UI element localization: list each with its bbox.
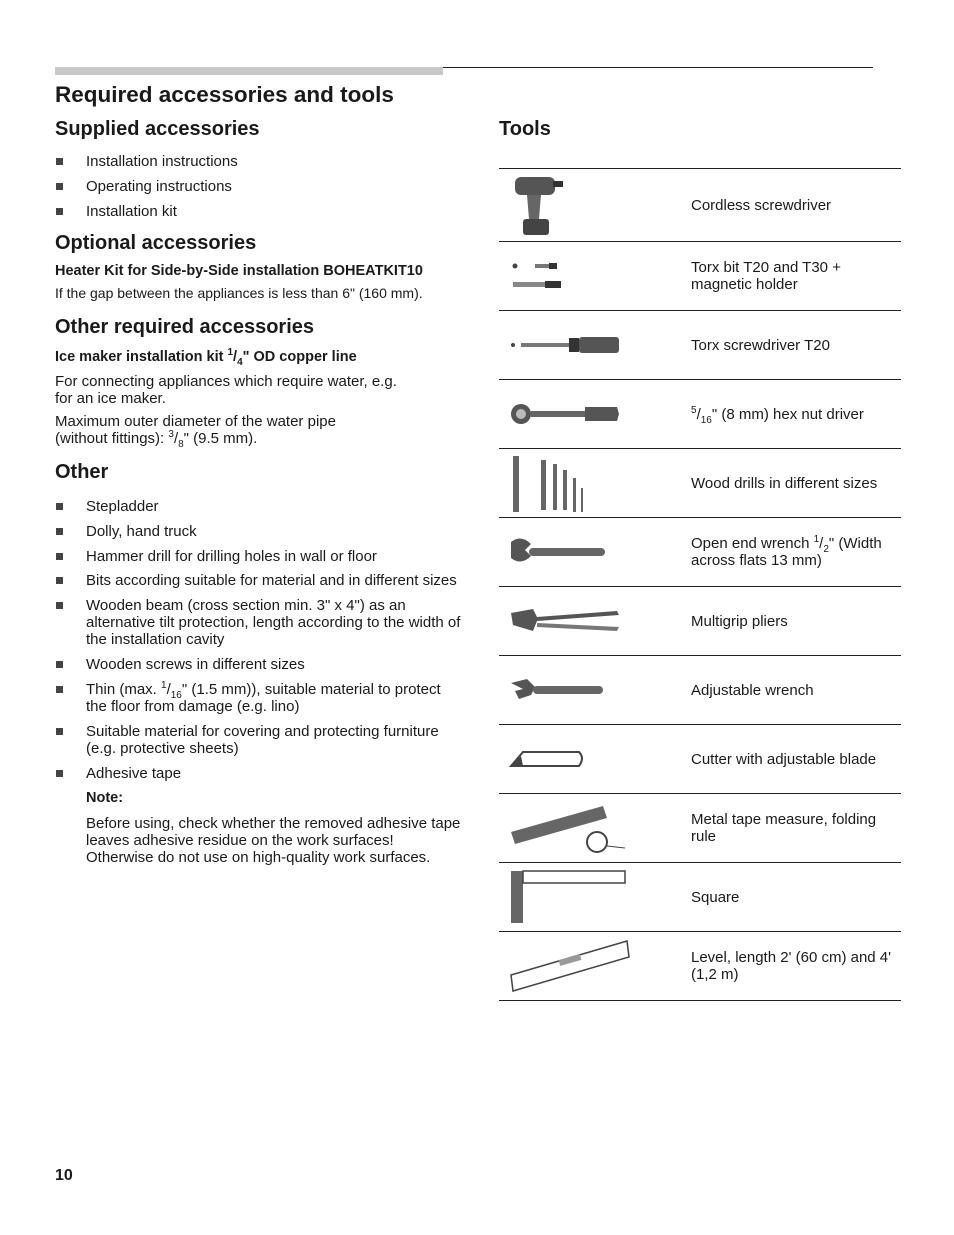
- cutter-icon: [499, 725, 691, 793]
- list-item-text: Installation kit: [86, 203, 177, 220]
- tool-label: Torx screwdriver T20: [691, 336, 830, 354]
- list-item: [55, 723, 465, 757]
- list-item-text: Installation instructions: [86, 153, 238, 170]
- fraction-numerator: 1: [161, 680, 167, 691]
- bullet-icon: [56, 503, 63, 510]
- list-item-text: Dolly, hand truck: [86, 523, 197, 540]
- tool-label: Square: [691, 888, 740, 906]
- optional-text: If the gap between the appliances is less than 6" (160 mm).: [55, 285, 423, 301]
- drill-bits-icon: [499, 449, 691, 517]
- bullet-icon: [56, 577, 63, 584]
- tool-row: [499, 587, 901, 656]
- tool-row: [499, 242, 901, 311]
- list-item-text: Operating instructions: [86, 178, 232, 195]
- bullet-icon: [56, 183, 63, 190]
- supplied-list: [55, 153, 465, 220]
- bullet-icon: [56, 661, 63, 668]
- tools-heading: Tools: [499, 118, 551, 140]
- ice-maker-text: Ice maker installation kit: [55, 349, 228, 365]
- adjustable-wrench-icon: [499, 656, 691, 724]
- tool-label-text-end: " (Width across flats 13 mm): [691, 535, 882, 569]
- ice-maker-text-end: " OD copper line: [242, 349, 357, 365]
- bullet-icon: [56, 208, 63, 215]
- list-item: Thin (max. $^1/_{16}$" (1.5 mm)), suitable material to protect the floor from damage (e.g. lino): [55, 681, 465, 715]
- list-item-text: Hammer drill for drilling holes in wall or floor: [86, 548, 377, 565]
- tool-label: $^5/_{16}$" (8 mm) hex nut driver: [691, 404, 864, 426]
- list-item-text: Wooden beam (cross section min. 3" x 4") as an alternative tilt protection, length according to the width of the installation cavity: [86, 597, 461, 648]
- header-rule: [443, 67, 873, 68]
- list-item-text: Thin (max.: [86, 681, 162, 698]
- tool-row: [499, 518, 901, 587]
- tool-row: [499, 169, 901, 242]
- other-list: [55, 498, 465, 782]
- tool-label: Cutter with adjustable blade: [691, 750, 877, 768]
- tool-label: Adjustable wrench: [691, 681, 814, 699]
- fraction-denominator: 16: [700, 414, 712, 426]
- cordless-screwdriver-icon: [499, 169, 691, 241]
- other-required-para1: For connecting appliances which require water, e.g. for an ice maker.: [55, 373, 397, 407]
- tool-label: Cordless screwdriver: [691, 196, 832, 214]
- list-item-text: Bits according suitable for material and in different sizes: [86, 572, 457, 589]
- fraction-denominator: 8: [178, 439, 184, 450]
- fraction-numerator: 1: [227, 347, 234, 359]
- tape-measure-icon: [499, 794, 691, 862]
- tool-label-text: Open end wrench: [691, 535, 814, 552]
- tool-row: [499, 449, 901, 518]
- left-column: [55, 118, 465, 866]
- bullet-icon: [56, 553, 63, 560]
- supplied-heading: Supplied accessories: [55, 118, 260, 140]
- bullet-icon: [56, 770, 63, 777]
- list-item: [55, 548, 465, 565]
- tool-row: [499, 725, 901, 794]
- ice-maker-subheading: Ice maker installation kit $^1/_4$" OD copper line: [55, 347, 357, 368]
- fraction-numerator: 1: [813, 534, 820, 545]
- square-ruler-icon: [499, 863, 691, 931]
- tool-row: [499, 656, 901, 725]
- tool-row: [499, 863, 901, 932]
- tools-table: [499, 168, 901, 1001]
- para2-text: Maximum outer diameter of the water pipe (without fittings):: [55, 413, 336, 447]
- bullet-icon: [56, 158, 63, 165]
- fraction-numerator: 5: [691, 404, 697, 416]
- pliers-icon: [499, 587, 691, 655]
- optional-subheading: Heater Kit for Side-by-Side installation BOHEATKIT10: [55, 263, 423, 279]
- level-icon: [499, 932, 691, 1000]
- list-item: [55, 572, 465, 589]
- optional-heading: Optional accessories: [55, 232, 257, 254]
- screwdriver-icon: [499, 311, 691, 379]
- list-item: [55, 597, 465, 648]
- list-item-text: Adhesive tape: [86, 765, 182, 782]
- list-item-text: Stepladder: [86, 498, 159, 515]
- tool-label: Level, length 2' (60 cm) and 4' (1,2 m): [691, 949, 892, 983]
- tool-row: [499, 311, 901, 380]
- note-text: Before using, check whether the removed adhesive tape leaves adhesive residue on the work surfaces! Otherwise do not use on high-quality work surfaces.: [86, 815, 461, 866]
- fraction-denominator: 4: [237, 356, 243, 368]
- fraction-numerator: 3: [168, 429, 174, 440]
- list-item: [55, 203, 465, 220]
- list-item: [55, 498, 465, 515]
- list-item-text: Suitable material for covering and protecting furniture (e.g. protective sheets): [86, 723, 439, 757]
- tool-label: Wood drills in different sizes: [691, 474, 878, 492]
- bullet-icon: [56, 528, 63, 535]
- fraction-denominator: 16: [170, 690, 182, 701]
- list-item: [55, 178, 465, 195]
- list-item: [55, 153, 465, 170]
- para2-text-end: " (9.5 mm).: [183, 430, 258, 447]
- torx-bit-icon: [499, 242, 691, 310]
- page-number: 10: [55, 1167, 73, 1184]
- fraction-denominator: 2: [823, 544, 829, 555]
- open-end-wrench-icon: [499, 518, 691, 586]
- header-bar: [55, 67, 443, 75]
- tool-label: Open end wrench $^1/_2$" (Width across flats 13 mm): [691, 534, 882, 569]
- bullet-icon: [56, 728, 63, 735]
- tool-row: [499, 932, 901, 1001]
- other-required-heading: Other required accessories: [55, 316, 315, 338]
- other-heading: Other: [55, 461, 109, 483]
- bullet-icon: [56, 686, 63, 693]
- tool-label-text: " (8 mm) hex nut driver: [711, 405, 864, 423]
- tool-row: [499, 380, 901, 449]
- list-item-text-end: " (1.5 mm)), suitable material to protect the floor from damage (e.g. lino): [86, 681, 441, 715]
- note-label: Note:: [86, 790, 124, 806]
- list-item: [55, 656, 465, 673]
- tool-row: [499, 794, 901, 863]
- list-item: [55, 523, 465, 540]
- list-item-text: Wooden screws in different sizes: [86, 656, 305, 673]
- tool-label: Metal tape measure, folding rule: [691, 811, 877, 845]
- other-required-para2: Maximum outer diameter of the water pipe (without fittings): $^3/_8$" (9.5 mm).: [55, 413, 336, 450]
- tool-label: Multigrip pliers: [691, 612, 788, 630]
- bullet-icon: [56, 602, 63, 609]
- tool-label: Torx bit T20 and T30 + magnetic holder: [691, 259, 841, 293]
- page-title: Required accessories and tools: [55, 82, 394, 107]
- list-item: [55, 765, 465, 782]
- hex-nut-driver-icon: [499, 380, 691, 448]
